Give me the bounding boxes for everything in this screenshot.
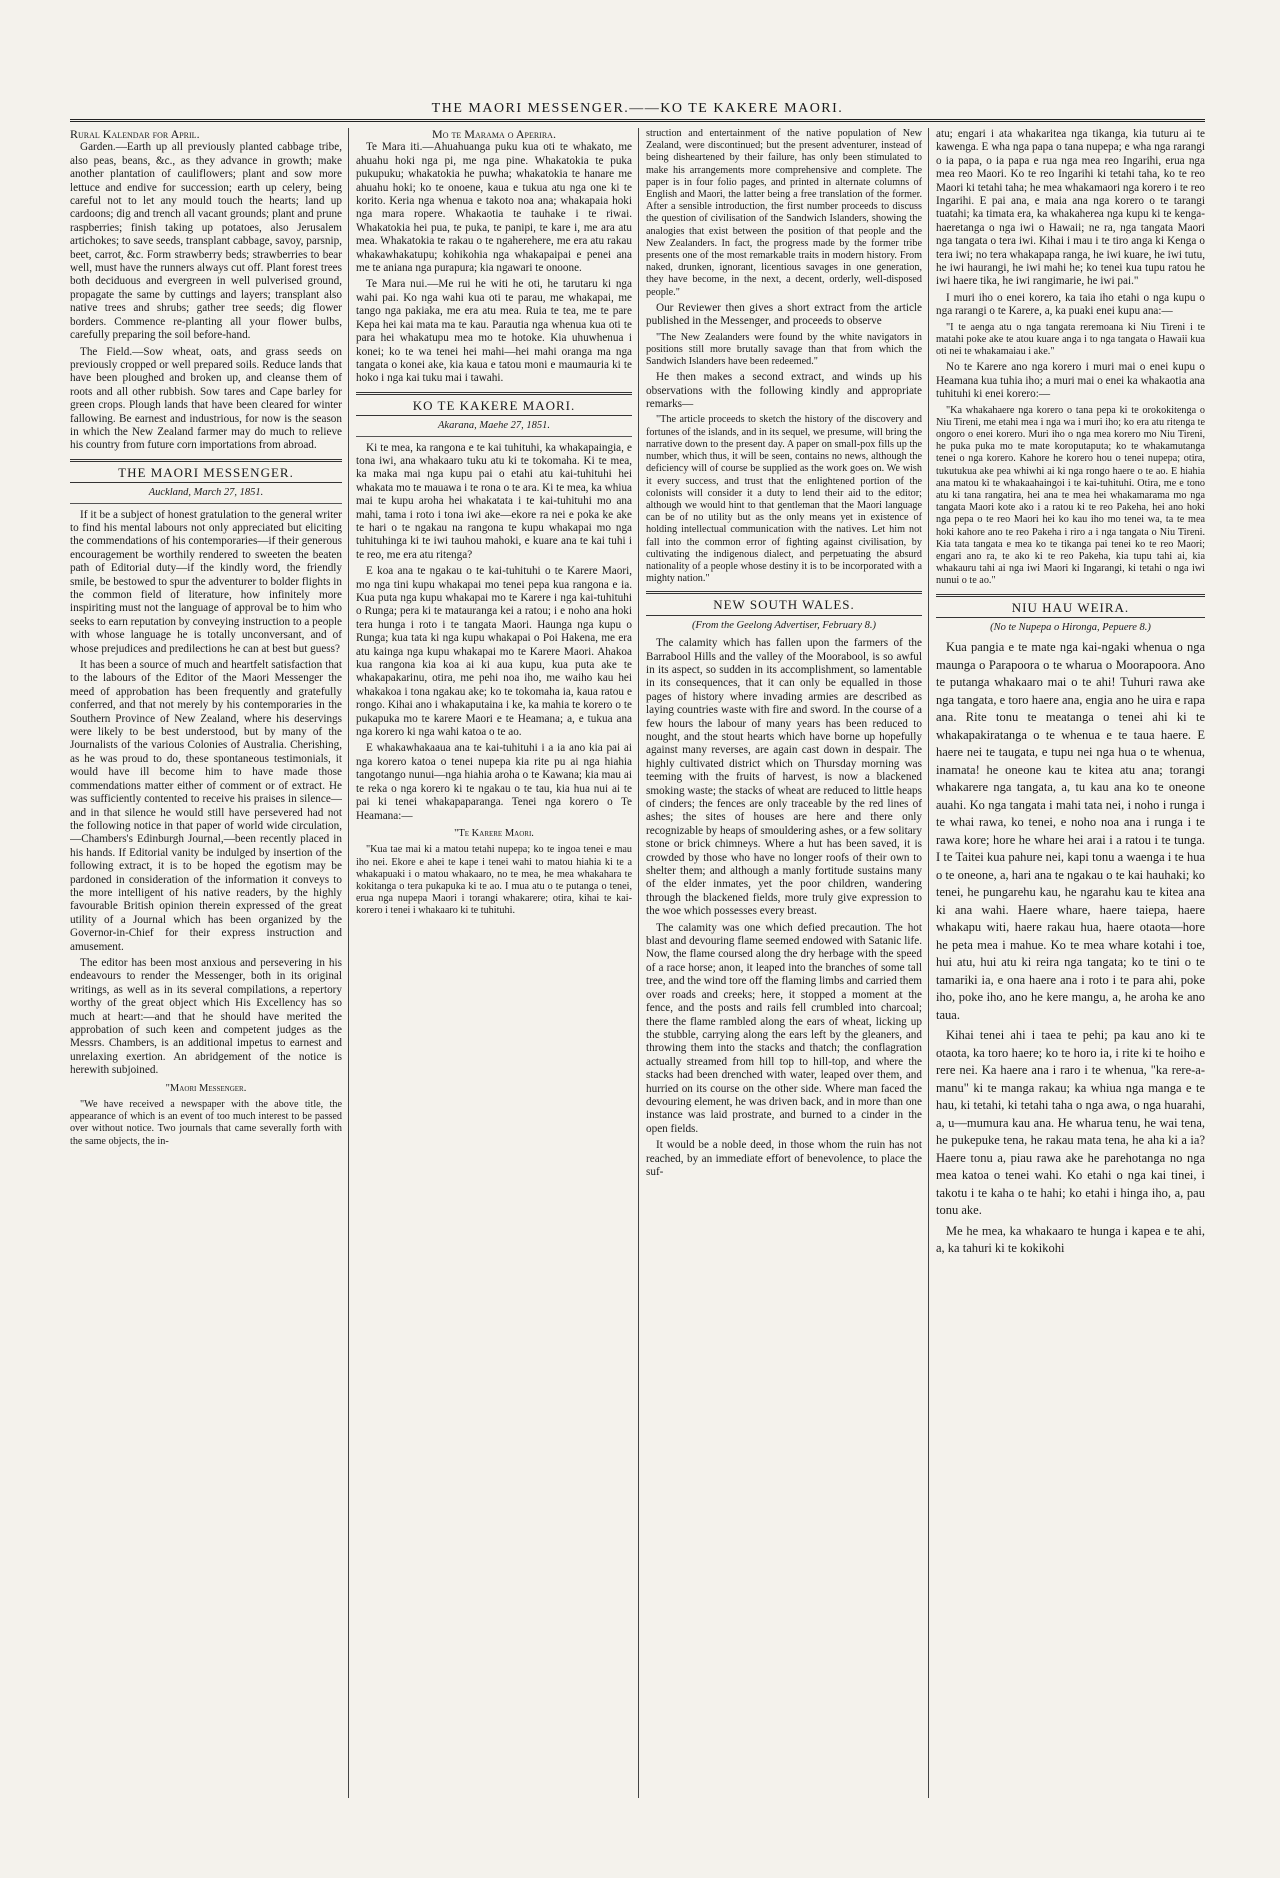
editorial-paragraph: If it be a subject of honest gratulation to the general writer to find his mental labours not only appreciated but eliciting the commendations of his contemporaries—if their generous encouragement be worthily rendered to sweeten the beaten path of Editorial duty—if the kindly word, the friendly smile, be bestowed to spur the adventurer to bolder flights in the common field of literature, how infinitely more inspiriting must not the language of approval be to him who seeks to earn reputation by conveying instruction to a people with whose language he is totally unconversant, and of whose prejudices and predilections he can at best but guess? bbox=[70, 508, 342, 655]
dateline: Auckland, March 27, 1851. bbox=[70, 486, 342, 503]
column-4 bbox=[936, 128, 1205, 1798]
review-paragraph: "The New Zealanders were found by the white navigators in positions still more brutally savage than that from which the Sandwich Islanders have been redeemed." bbox=[646, 331, 922, 368]
news-source: (No te Nupepa o Hironga, Pepuere 8.) bbox=[990, 621, 1151, 633]
review-paragraph: No te Karere ano nga korero i muri mai o enei kupu o Heamana kua tuhia iho; a muri mai o enei ka whakaotia ana tuhituhi ki enei korero:— bbox=[936, 361, 1205, 401]
quote-paragraph: "Kua tae mai ki a matou tetahi nupepa; ko te ingoa tenei e mau iho nei. Ekore e ahei te kape i tenei wahi to matou hiahia ki te a whakapuaki i o matou whakaaro, no te mea, he mea whakahara te kokitanga o tera pukapuka ki te ao. I mua atu o te putanga o tenei, erua nga nupepa Maori i torangi whakarere; otira, kihai te kai-korero i tenei i whakaaro ki te tuhituhi. bbox=[356, 844, 632, 917]
calendar-paragraph: Garden.—Earth up all previously planted cabbage tribe, also peas, beans, &c., as they advance in growth; make another plantation of cauliflowers; plant and sow more lettuce and endive for succession; earth up celery, being careful not to let any mould touch the hearts; land up cardoons; dig and trench all vacant grounds; plant and prune raspberries; finish taking up potatoes, also Jerusalem artichokes; to save seeds, transplant cabbage, savoy, parsnip, beet, carrot, &c. Form strawberry beds; strawberries to bear well, must have the runners always cut off. Plant forest trees both deciduous and evergreen in well pulverised ground, propagate the same by cuttings and layers; transplant also native trees and shrubs; gather tree seeds; dig flower borders. Commence re-planting all your flower bulbs, carefully preparing the soil before-hand. bbox=[70, 141, 342, 342]
review-paragraph: He then makes a second extract, and winds up his observations with the following kindly and appropriate remarks— bbox=[646, 371, 922, 411]
editorial-paragraph: The editor has been most anxious and persevering in his endeavours to render the Messenger, both in its original writings, as well as in its several compilations, a repertory worthy of the great object which His Excellency has so much at heart:—and that he should have merited the approbation of such keen and competent judges as the Messrs. Chambers, is an additional impetus to earnest and unrelaxing exertion. An abridgement of the notice is herewith subjoined. bbox=[70, 956, 342, 1077]
column-rule bbox=[348, 128, 349, 1798]
review-paragraph: I muri iho o enei korero, ka taia iho etahi o nga kupu o nga rarangi o te Karere, a, ka puaki enei kupu ana:— bbox=[936, 291, 1205, 318]
news-paragraph: Me he mea, ka whakaaro te hunga i kapea e te ahi, a, ka tahuri ki te kokikohi bbox=[936, 1223, 1205, 1256]
dateline: Akarana, Maehe 27, 1851. bbox=[356, 419, 632, 436]
review-paragraph: Our Reviewer then gives a short extract from the article published in the Messenger, and proceeds to observe bbox=[646, 301, 922, 328]
column-rule bbox=[928, 128, 929, 1798]
calendar-paragraph: The Field.—Sow wheat, oats, and grass seeds on previously cropped or well prepared soils. Reduce lands that have been ploughed and broken up, and cleanse them of roots and all other rubbish. Sow tares and Cape barley for green crops. Plough lands that have been cleared for winter fallowing. Be earnest and industrious, for now is the season in which the New Zealand farmer may do much to relieve his country from future corn importations from abroad. bbox=[70, 345, 342, 452]
review-paragraph: struction and entertainment of the native population of New Zealand, were discontinued; but the present adventurer, instead of being disheartened by their failure, has only been stimulated to make his arrangements more comprehensive and complete. The paper is in four folio pages, and printed in alternate columns of English and Maori, the latter being a free translation of the former. After a sensible introduction, the first number proceeds to discuss the question of civilisation of the Sandwich Islanders, showing the analogies that exist between the position of that people and the New Zealanders. In fact, the progress made by the former tribe presents one of the most remarkable traits in modern history. From naked, drunken, ignorant, licentious savages in one generation, they have become, in the next, a decent, orderly, well-disposed people." bbox=[646, 128, 922, 298]
news-paragraph: Kua pangia e te mate nga kai-ngaki whenua o nga maunga o Parapoora o te wharua o Moorapoora. Ano te putanga whakaaro mai o te ahi! Tuhuri rawa ake nga tangata, e toro haere ana, engia ano he uira e rapa ana. Rite tonu te meatanga o tenei ahi ki te whakapakiratanga o te whenua e te taua haere. E haere nei te taugata, e tupu nei nga hua o te whenua, inamata! he oneone kau te kitea atu ana; torangi whakarere nga tangata, a, tu kau ana ko te oneone auahi. Ko nga tangata i mahi tata nei, i noho i runga i te whai rawa, ko tenei, e noho noa ana i runga i te rawa kore; hore he whare hei arai i a ratou i te tunga. I te Taitei kua pahure nei, kapi tonu a waenga i te hua o te oneone, a, hari ana te ngakau o te kai hauhaki; ko tenei, he pungarehu kau, he ngarahu kau te kitea ana ki ana wahi. Haere whare, haere taiepa, haere whakapu witi, haere rakau hua, haere otaota—hore he peta mea i mahue. Ko te mea whare kotahi i toe, hui atu, hui atu ki reira nga tangata; ko te tini o te tamariki ia, e ona haere ana i roto i te para ahi, poke iho, poke iho, ano he kere mangu, a, he aroha ke ano taua. bbox=[936, 640, 1205, 1022]
editorial-paragraph: E whakawhakaaua ana te kai-tuhituhi i a ia ano kia pai ai nga korero katoa o tenei nupepa kia rite pu ai nga hiahia tangotango nunui—nga hiahia aroha o te Kawana; kia mau ai te reka o nga korero ki te ngakau o te tau, kia hua nui ai te pai ki tenei whakapaparanga. Tenei nga korero o Te Heamana:— bbox=[356, 742, 632, 822]
newspaper-page bbox=[70, 98, 1205, 1798]
section-title-new-south-wales: NEW SOUTH WALES. bbox=[646, 591, 922, 615]
editorial-paragraph: Ki te mea, ka rangona e te kai tuhituhi, ka whakapaingia, e tona iwi, ana whakaaro tuku atu ki te tokomaha. Ki te mea, ka maka mai nga kupu pai o etahi atu kai-tuhituhi hei whakata mo te mauawa i te rona o te ara. Ki te mea, ka whiua mai te kupu aroha hei whakatata i te kai-tuhituhi mo ana mahi, tama i roto i tona iwi ake—ekore ra nei e poka ke ake te hari o te ngakau na rangona te kupu whakapai mo nga tuhituhinga ki te iwi tauhou mahoki, e kuare ana te kai tuhi i te reo, me era atu ritenga? bbox=[356, 441, 632, 561]
calendar-heading-mi: Mo te Marama o Aperira. bbox=[432, 128, 556, 141]
column-1 bbox=[70, 128, 342, 1798]
editorial-paragraph: E koa ana te ngakau o te kai-tuhituhi o te Karere Maori, mo nga tini kupu whakapai mo tenei pepa kua rangona e ia. Kua puta nga kupu whakapai mo te Karere i nga kai-tuhituhi o Runga; pera ki te matauranga kei a ratou; i e noho ana hoki tera hunga i roto i te tangata Maori. Haunga nga kupu o Runga; kua tata ki nga kupu whakapai o Poi Hakena, me era atu kainga nga kupu whakapai mo te Karere Maori. Ahakoa kua rangona kia koa ai ki aua kupu, kua puta ake te whakapakarinu, otira, me pehi noa iho, me waiho kau hei whakakoa i tona ngakau ake; ko te tokomaha ia, kaua ratou e rongo. Kihai ano i whakaputaina i ke, ka mahia te korero o te pukapuka mo te karere Maori e te Heamana; a, e tukua ana nga korero ki nga wahi katoa o te ao. bbox=[356, 565, 632, 739]
review-paragraph: "I te aenga atu o nga tangata reremoana ki Niu Tireni i te matahi poke ake te atou kuare anga i to nga tangata o Hawaii kua oti nei te whakamaiau i ake." bbox=[936, 321, 1205, 358]
editorial-paragraph: It has been a source of much and heartfelt satisfaction that to the labours of the Editor of the Maori Messenger the meed of approbation has been frequently and gratefully conferred, and that not merely by his contemporaries in the Southern Province of New Zealand, where his deservings were likely to be best understood, but by many of the Journalists of the various Colonies of Australia. Cherishing, as he was proud to do, these spontaneous testimonials, it would have ill become him to have made those commendations matter either of comment or of extract. He was sufficiently contented to receive his praises in silence—and in that silence he would still have persevered had not the following notice in that paper of world wide circulation,—Chambers's Edinburgh Journal,—been recently placed in his hands. If Editorial vanity be indulged by insertion of the following extract, it is to be hoped the egotism may be pardoned in consideration of the information it conveys to the more intelligent of his native readers, by the highly favourable British opinion therein expressed of the great utility of a Journal which has been organized by the Governor-in-Chief for their express instruction and amusement. bbox=[70, 659, 342, 953]
review-paragraph: atu; engari i ata whakaritea nga tikanga, kia tuturu ai te kawenga. E wha nga papa o tana nupepa; e wha nga rarangi o ia papa, o ia papa e rua nga mea reo Ingarihi, erua nga mea reo Maori. Ko te reo Ingarihi ki tetahi taha, ko te reo Maori ki tetahi taha; he mea whakamaori nga korero i te reo Ingarihi. E pai ana, e maia ana nga korero o te tarangi tuatahi; ka timata era, ka whakaherea nga kupu ki te kenga-haeretanga o nga iwi o Hawaii; ne ra, nga tangata Maori nga tangata o tera iwi. Kihai i mau i te tiro anga ki Kenga o tera iwi; no tera whakapapa ranga, he iwi kuare, he iwi tutu, he iwi haurangi, he iwi mahi he; ko tenei kua tupu ratou he iwi haere tika, he iwi rangimarie, he iwi pai." bbox=[936, 128, 1205, 288]
column-3 bbox=[646, 128, 922, 1798]
news-paragraph: The calamity which has fallen upon the farmers of the Barrabool Hills and the valley of the Moorabool, is so awful in its aspect, so sudden in its accomplishment, so lamentable in its consequences, that it can only be equalled in those pages of history where invading armies are described as laying countries waste with fire and sword. In the course of a few hours the labour of many years has been reduced to nought, and the stout hearts which have borne up hopefully against many reverses, are again cast down in despair. The highly cultivated district which on Thursday morning was teeming with the fruits of harvest, is now a blackened smoking waste; the stacks of wheat are reduced to little heaps of cinders; the fences are only traceable by the red lines of ashes; the sites of houses are here and there only recognizable by heaps of smouldering ashes, or a few solitary stone or brick chimneys. Where a hut has been saved, it is crowded by those who have no longer roofs of their own to shelter them; and although a manly fortitude sustains many of the elder inmates, yet the poor children, wandering through the blackened fields, more truly give expression to the woe which possesses every breast. bbox=[646, 637, 922, 918]
quote-paragraph: "We have received a newspaper with the above title, the appearance of which is an event of too much interest to be passed over without notice. Two journals that came severally forth with the same objects, the in- bbox=[70, 1099, 342, 1147]
calendar-paragraph: Te Mara iti.—Ahuahuanga puku kua oti te whakato, me ahuahu hoki nga pi, me nga pine. Whakatokia te puka pukupuku; whakatokia he puwha; whakatokia te hanare me ahuahu hoki; ko te onoene, kaua e tukua atu nga one ki te korito. Keria nga whenua e takoto noa ana; whakapaia hoki nga mara ropere. Whakaotia te tauhake i te riwai. Whakatokia hei pua, te puka, te panipi, te kare i, me ara atu mea. Whakatokia te rakau o te ngaherehere, me era atu rakau whakawhakatupu; kohikohia nga whakapaipai e penei ana me te aniana nga purapura; kia ngawari te onoone. bbox=[356, 141, 632, 275]
news-source: (From the Geelong Advertiser, February 8.) bbox=[691, 619, 876, 631]
news-paragraph: The calamity was one which defied precaution. The hot blast and devouring flame seemed endowed with Satanic life. Now, the flame coursed along the dry herbage with the speed of a race horse; anon, it leaped into the branches of some tall tree, and the wind tore off the flaming limbs and carried them over roads and creeks; here, it stopped a moment at the fence, and the posts and rails fell crumbled into charcoal; there the flame rambled along the ears of wheat, licking up the stubble, carrying along the ears left by the gleaners, and throwing them into the stacks and thatch; the conflagration actually streamed from hill top to hill-top, and where the stacks had been drenched with water, leaped over them, and hurried on its course on the other side. Where man faced the devouring element, he was driven back, and in more than one instance was laid prostrate, and burned to a cinder in the open fields. bbox=[646, 921, 922, 1135]
calendar-heading-en: Rural Kalendar for April. bbox=[70, 128, 200, 141]
review-paragraph: "Ka whakahaere nga korero o tana pepa ki te orokokitenga o Niu Tireni, me etahi mea i nga wa i muri iho; ko era atu ritenga te ongoro o enei korero. Muri iho o nga mea korero mo Niu Tireni, he puka puka mo te mate koroputaputa; ko te whakamutanga tenei o nga korero. Kahore he korero hou o tenei nupepa; otira, tukutukua ake pea whiwhi ai ki nga rongo haere o te ao. E hiahia ana matou ki te whakaahaingoi i te kai-tuhituhi. Otira, me e tono atu ki tana rangatira, hei ana te mea hei whakamarama mo nga tangata Maori kote ako i a ratou ki te reo Pakeha, hei ano hoki nga pepa o te reo Maori hei ko kau iho mo tenei wa, ta te mea hoki kahore ano te reo Pakeha i riro a i nga tangata o Niu Tireni. Kia tata tangata e mea ko te tikanga pai tenei ko te reo Maori; engari ano ra, te ako ki te reo Pakeha, kia tupu tahi ai, kia whakauru tahi ai nga iwi Maori ki Ingarangi, ki tetahi o nga iwi nunui o te ao." bbox=[936, 404, 1205, 587]
quote-heading: "Te Karere Maori. bbox=[454, 827, 534, 839]
column-2 bbox=[356, 128, 632, 1798]
review-paragraph: "The article proceeds to sketch the history of the discovery and fortunes of the islands, and in its sequel, we presume, will bring the narrative down to the present day. A paper on small-pox fills up the number, which thus, it will be seen, contains no news, although the deficiency will of course be supplied as the work goes on. We wish it every success, and trust that the enlightened portion of the colonists will consider it a duty to lend their aid to the editor; although we would hint to that gentleman that the Maori language can be of no utility but as the only means yet in existence of holding intellectual communication with the natives. Let him not fall into the common error of fighting against civilisation, by cultivating the indigenous dialect, and perpetuating the absurd nationality of a people whose destiny it is to be incorporated with a mighty nation." bbox=[646, 414, 922, 585]
news-paragraph: It would be a noble deed, in those whom the ruin has not reached, by an immediate effort of benevolence, to place the suf- bbox=[646, 1139, 922, 1178]
section-title-maori-messenger: THE MAORI MESSENGER. bbox=[70, 459, 342, 483]
section-title-kakere-maori: KO TE KAKERE MAORI. bbox=[356, 392, 632, 416]
column-rule bbox=[638, 128, 639, 1798]
calendar-paragraph: Te Mara nui.—Me rui he witi he oti, he tarutaru ki nga wahi pai. Ko nga wahi kua oti te parau, me whakapai, me tango nga pakiaka, me era atu mea. Ruia te tea, me te pare Kepa hei kai mata ma te kau. Parautia nga whenua kua oti te para hei whakatupu mea mo te hotoke. Kia uhuwhenua i konei; ko te wa tenei hei mahi—hei mahi oranga ma nga tangata o konei ake, kia kaua e tatou moni e maumauria ki te hoko i nga kai tuku mai i tawahi. bbox=[356, 278, 632, 385]
masthead-title: THE MAORI MESSENGER.——KO TE KAKERE MAORI. bbox=[431, 101, 844, 116]
masthead bbox=[70, 98, 1205, 122]
section-title-niu-hau-weira: NIU HAU WEIRA. bbox=[936, 594, 1205, 618]
news-paragraph: Kihai tenei ahi i taea te pehi; pa kau ano ki te otaota, ka toro haere; ko te horo ia, i rite ki te hoiho e rere nei. Ka haere ana i raro i te whenua, "ka rere-a-manu" ki te manga rakau; ka whiua nga manga e te hau, ki tetahi, ki tetahi taha o nga awa, o nga huarahi, a, u—mumura kau ana. He wharua tenu, he wai tena, he pukepuke tena, he rakau mata tena, he aha ki a ia? Haere tonu a, piau rawa ake he parehotanga no nga mea katoa o tenei wahi. Ko etahi o nga kai tinei, i takotu i te kaha o te hahi; ko etahi i hinga iho, a, pau tonu ake. bbox=[936, 1028, 1205, 1218]
quote-heading: "Maori Messenger. bbox=[165, 1082, 247, 1094]
